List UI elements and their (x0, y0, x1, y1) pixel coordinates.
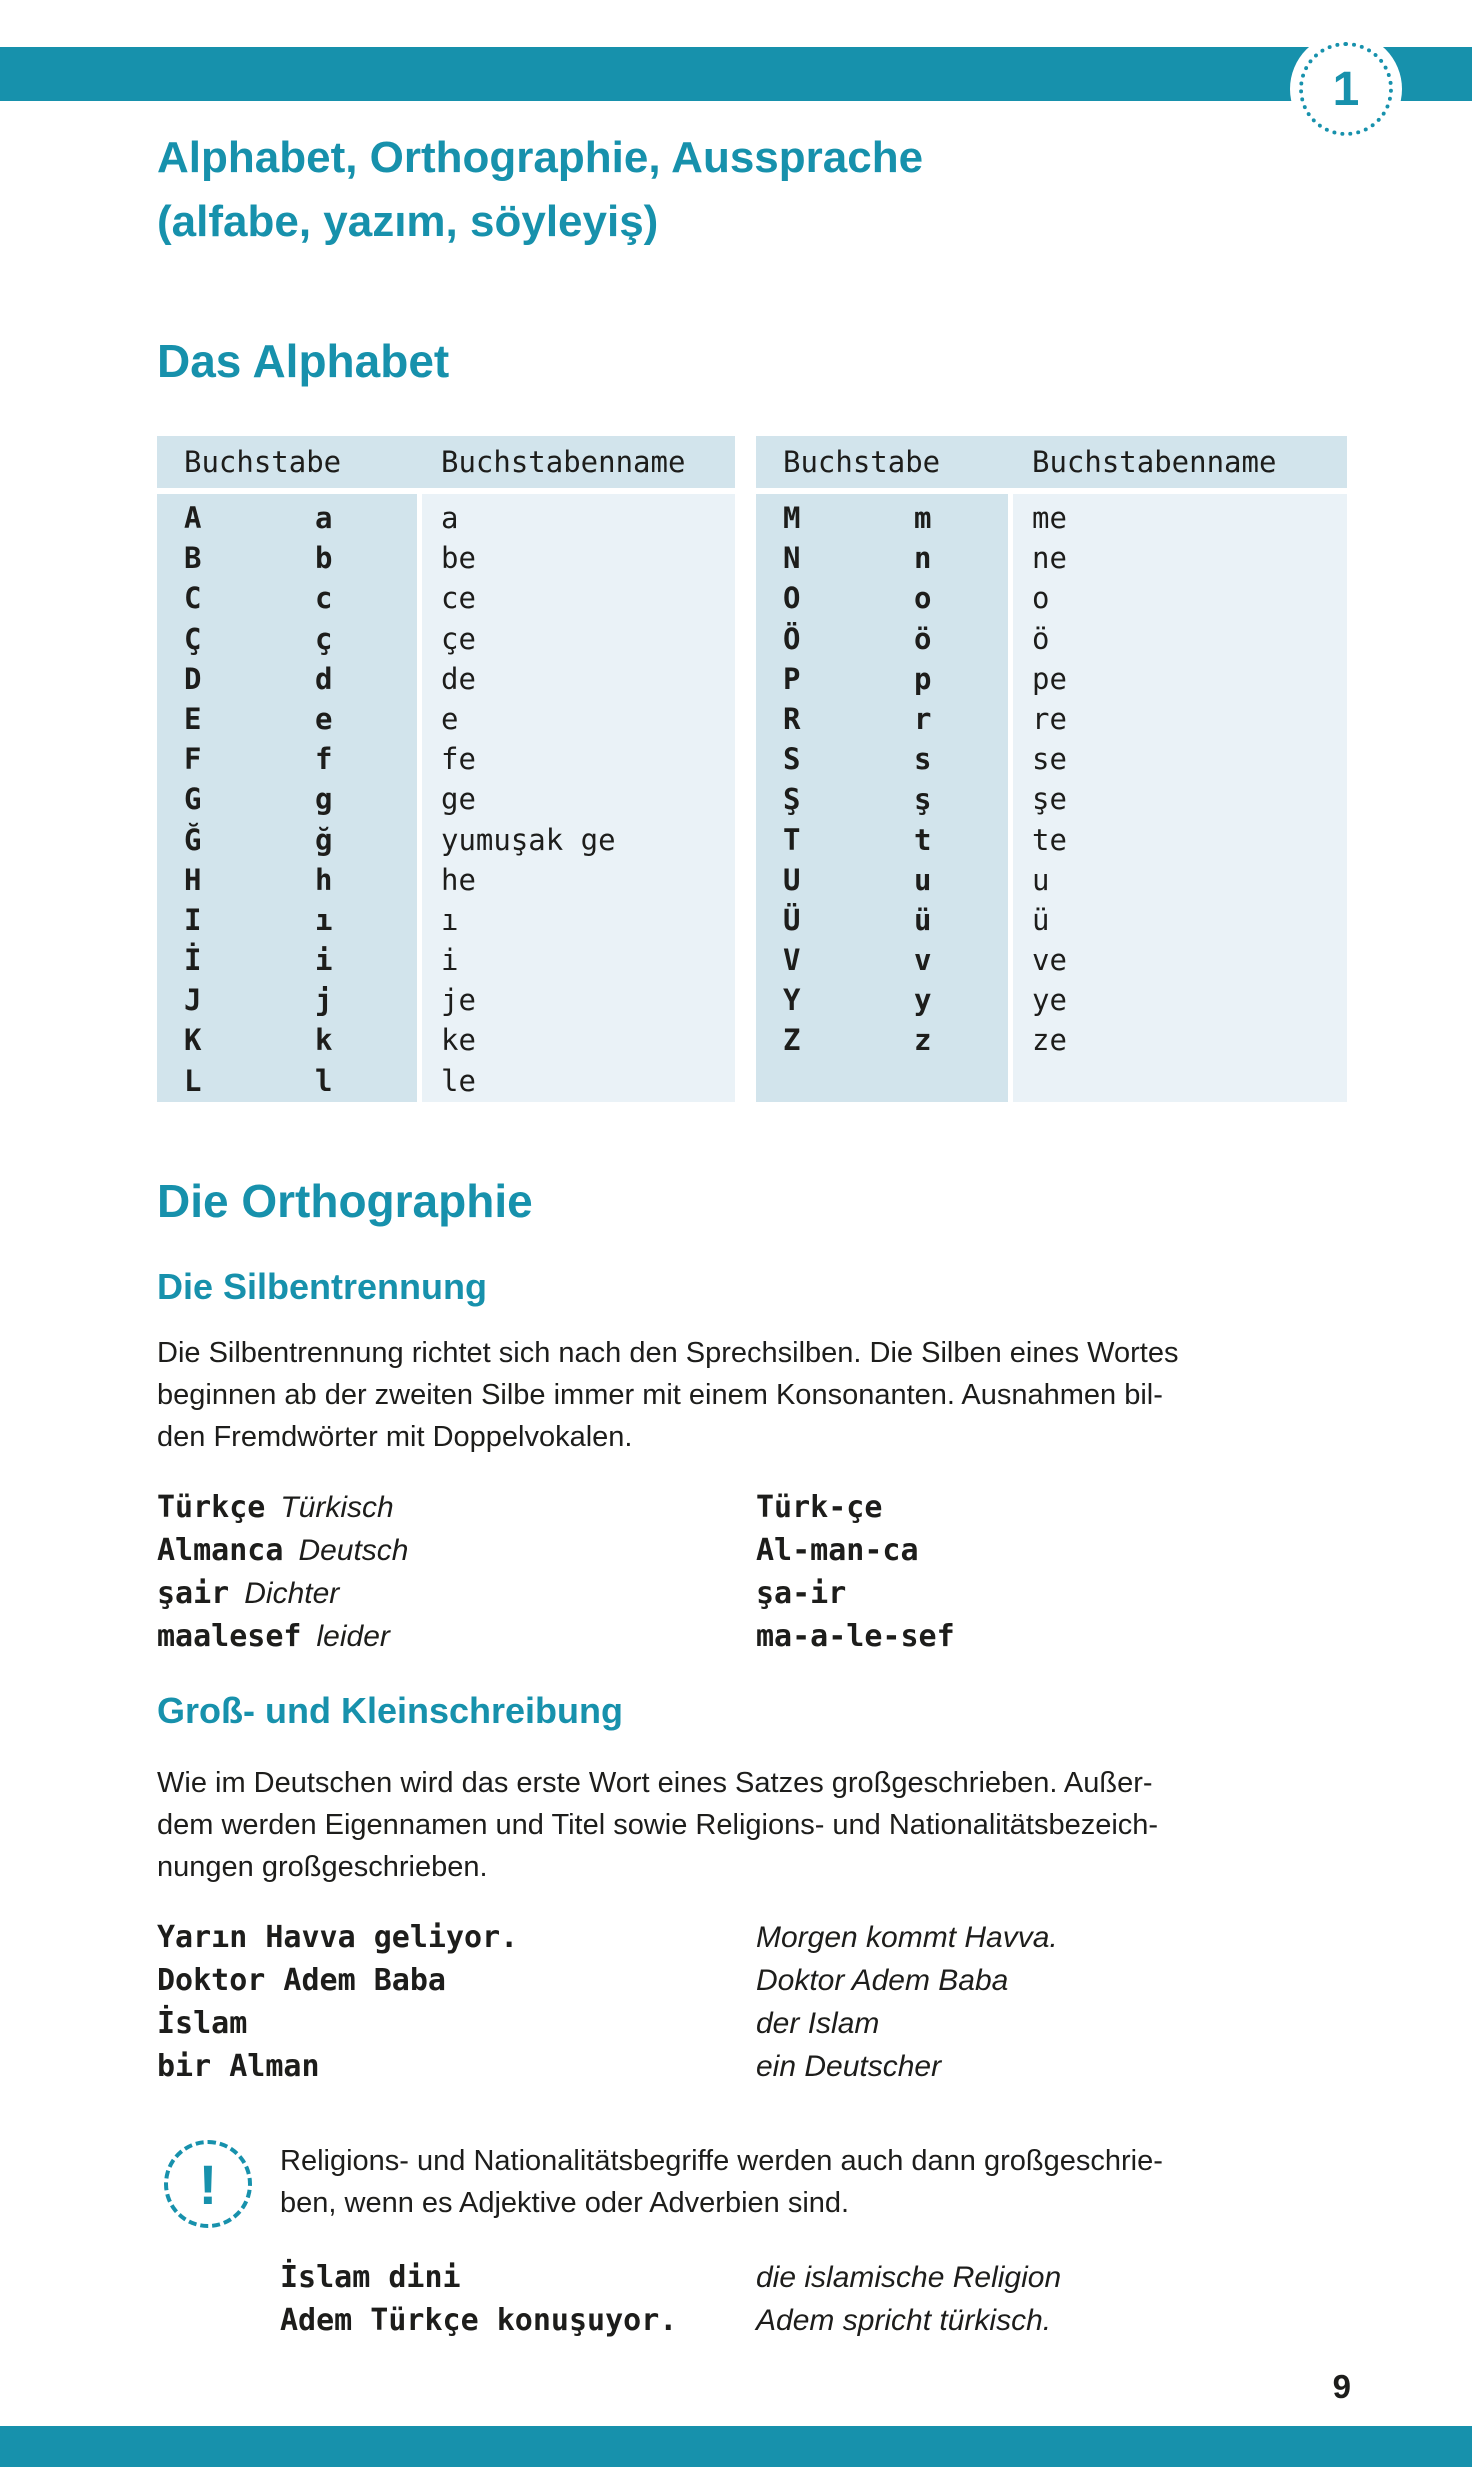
paragraph-gross-kleinschreibung (157, 1762, 1367, 1888)
letter-column-right (756, 494, 1008, 1102)
paragraph-line: Die Silbentrennung richtet sich nach den Sprechsilben. Die Silben eines Wortes (157, 1337, 1179, 1369)
table-row-letters (756, 538, 1008, 578)
uppercase-letter: İ (184, 943, 202, 978)
uppercase-letter: U (783, 862, 801, 897)
lowercase-letter: ğ (315, 822, 333, 857)
letter-name: ne (1032, 541, 1067, 576)
table-row-letters (157, 980, 417, 1020)
example-row (157, 1615, 1367, 1658)
example-row (157, 2002, 1367, 2045)
uppercase-letter: Z (783, 1023, 801, 1058)
german-translation: Adem spricht türkisch. (756, 2304, 1052, 2337)
table-row-letters (756, 900, 1008, 940)
letter-column-left (157, 494, 417, 1102)
chapter-number: 1 (1332, 62, 1360, 116)
uppercase-letter: L (184, 1063, 202, 1098)
german-translation: die islamische Religion (756, 2261, 1062, 2294)
table-row-letters (756, 739, 1008, 779)
table-header-left (157, 436, 735, 488)
note-box (157, 2140, 1372, 2342)
letter-name: re (1032, 701, 1067, 736)
example-source (280, 2299, 756, 2342)
table-row-letters (157, 699, 417, 739)
lowercase-letter: r (914, 701, 932, 736)
note-examples (280, 2256, 1372, 2342)
table-row-letters (756, 860, 1008, 900)
table-row-letters (157, 538, 417, 578)
letter-name: de (441, 661, 476, 696)
example-row (157, 1959, 1367, 2002)
lowercase-letter: n (914, 541, 932, 576)
letter-name: o (1032, 581, 1050, 616)
section-heading-die-orthographie: Die Orthographie (157, 1175, 533, 1227)
example-source (157, 1572, 756, 1615)
table-row-letters (756, 940, 1008, 980)
table-row-letters (157, 619, 417, 659)
column-header-buchstabe-left: Buchstabe (184, 445, 342, 479)
turkish-word: Türkçe (157, 1490, 266, 1525)
note-text (280, 2140, 1372, 2224)
lowercase-letter: h (315, 862, 333, 897)
letter-name: le (441, 1063, 476, 1098)
table-row-letters (157, 860, 417, 900)
german-translation: Türkisch (280, 1491, 394, 1524)
example-source (157, 1486, 756, 1529)
example-translation (756, 2045, 941, 2088)
lowercase-letter: d (315, 661, 333, 696)
table-row-letters (157, 779, 417, 819)
turkish-sentence: Adem Türkçe konuşuyor. (280, 2303, 678, 2338)
german-translation: leider (316, 1620, 390, 1653)
lowercase-letter: u (914, 862, 932, 897)
lowercase-letter: ş (914, 782, 932, 817)
letter-name: se (1032, 742, 1067, 777)
table-row-letters (756, 1020, 1008, 1060)
lowercase-letter: g (315, 782, 333, 817)
alphabet-table-left-half (157, 494, 735, 1102)
letter-name: ı (441, 902, 459, 937)
table-row-letters (157, 739, 417, 779)
bottom-color-band (0, 2426, 1472, 2467)
turkish-word: şair (157, 1576, 230, 1611)
table-row-letters (756, 578, 1008, 618)
paragraph-line: Wie im Deutschen wird das erste Wort eines Satzes großgeschrieben. Außer- (157, 1767, 1153, 1799)
uppercase-letter: M (783, 501, 801, 535)
letter-name: te (1032, 822, 1067, 857)
uppercase-letter: E (184, 701, 202, 736)
examples-gross-kleinschreibung (157, 1916, 1367, 2088)
letter-name: yumuşak ge (441, 822, 616, 857)
sub-heading-silbentrennung: Die Silbentrennung (157, 1266, 488, 1307)
paragraph-line: dem werden Eigennamen und Titel sowie Religions- und Nationalitätsbezeich- (157, 1809, 1159, 1841)
hyphenated-word: Türk-çe (756, 1490, 883, 1525)
example-translation (756, 1916, 1058, 1959)
example-row (157, 1916, 1367, 1959)
uppercase-letter: O (783, 581, 801, 616)
example-source (280, 2256, 756, 2299)
table-row-letters (756, 659, 1008, 699)
page-number: 9 (1332, 2368, 1351, 2405)
example-source (157, 1615, 756, 1658)
uppercase-letter: S (783, 742, 801, 777)
letter-name: pe (1032, 661, 1067, 696)
letter-name: ce (441, 581, 476, 616)
lowercase-letter: c (315, 581, 333, 616)
note-text-line: ben, wenn es Adjektive oder Adverbien sind. (280, 2187, 850, 2219)
turkish-sentence: Yarın Havva geliyor. (157, 1920, 519, 1955)
lowercase-letter: o (914, 581, 932, 616)
letter-name: şe (1032, 782, 1067, 817)
lowercase-letter: b (315, 541, 333, 576)
example-hyphenation (756, 1615, 955, 1658)
example-source (157, 2045, 756, 2088)
uppercase-letter: F (184, 742, 202, 777)
lowercase-letter: m (914, 501, 932, 535)
turkish-sentence: İslam (157, 2006, 248, 2041)
example-source (157, 1959, 756, 2002)
table-row-letters (157, 1020, 417, 1060)
table-row-letters (756, 699, 1008, 739)
letter-name: fe (441, 742, 476, 777)
table-row-letters (756, 779, 1008, 819)
hyphenated-word: ma-a-le-sef (756, 1619, 955, 1654)
letter-name: a (441, 501, 459, 535)
letter-name: ve (1032, 943, 1067, 978)
examples-silbentrennung (157, 1486, 1367, 1658)
uppercase-letter: J (184, 983, 202, 1018)
chapter-number-badge (1299, 42, 1393, 136)
exclamation-glyph: ! (198, 2152, 218, 2216)
uppercase-letter: G (184, 782, 202, 817)
example-source (157, 1916, 756, 1959)
example-source (157, 2002, 756, 2045)
uppercase-letter: I (184, 902, 202, 937)
lowercase-letter: ç (315, 621, 333, 656)
table-row-letters (756, 619, 1008, 659)
german-translation: Morgen kommt Havva. (756, 1921, 1058, 1954)
hyphenated-word: şa-ir (756, 1576, 847, 1611)
uppercase-letter: Y (783, 983, 801, 1018)
uppercase-letter: D (184, 661, 202, 696)
uppercase-letter: P (783, 661, 801, 696)
letter-name: ü (1032, 902, 1050, 937)
uppercase-letter: R (783, 701, 801, 736)
alphabet-table-body (157, 494, 1347, 1102)
example-source (157, 1529, 756, 1572)
example-row (157, 2045, 1367, 2088)
lowercase-letter: p (914, 661, 932, 696)
table-row-letters (157, 940, 417, 980)
alphabet-table (157, 436, 1347, 1102)
lowercase-letter: s (914, 742, 932, 777)
letter-name: ye (1032, 983, 1067, 1018)
table-header-right (756, 436, 1347, 488)
table-row-letters (756, 498, 1008, 538)
lowercase-letter: ü (914, 902, 932, 937)
lowercase-letter: y (914, 983, 932, 1018)
german-translation: Deutsch (298, 1534, 409, 1567)
turkish-word: maalesef (157, 1619, 302, 1654)
letter-name: ö (1032, 621, 1050, 656)
example-hyphenation (756, 1572, 846, 1615)
letter-name: ze (1032, 1023, 1067, 1058)
note-body (280, 2140, 1372, 2342)
table-row-letters (157, 578, 417, 618)
section-heading-das-alphabet: Das Alphabet (157, 335, 450, 387)
lowercase-letter: i (315, 943, 333, 978)
table-row-letters (157, 659, 417, 699)
chapter-title-line1: Alphabet, Orthographie, Aussprache (157, 133, 924, 182)
hyphenated-word: Al-man-ca (756, 1533, 919, 1568)
german-translation: Dichter (244, 1577, 340, 1610)
lowercase-letter: v (914, 943, 932, 978)
lowercase-letter: z (914, 1023, 932, 1058)
chapter-title-line2: (alfabe, yazım, söyleyiş) (157, 197, 659, 246)
letter-name: he (441, 862, 476, 897)
lowercase-letter: j (315, 983, 333, 1018)
column-header-buchstabe-right: Buchstabe (783, 445, 941, 479)
paragraph-line: nungen großgeschrieben. (157, 1851, 488, 1883)
letter-name: i (441, 943, 459, 978)
paragraph-line: beginnen ab der zweiten Silbe immer mit einem Konsonanten. Ausnahmen bil- (157, 1379, 1163, 1411)
table-row-letters (756, 820, 1008, 860)
exclamation-icon (164, 2140, 252, 2228)
note-text-line: Religions- und Nationalitätsbegriffe werden auch dann großgeschrie- (280, 2145, 1163, 2177)
german-translation: Doktor Adem Baba (756, 1964, 1009, 1997)
uppercase-letter: Ğ (184, 822, 202, 857)
example-translation (756, 2256, 1061, 2299)
uppercase-letter: V (783, 943, 801, 978)
lowercase-letter: ı (315, 902, 333, 937)
uppercase-letter: T (783, 822, 801, 857)
example-row (280, 2299, 1372, 2342)
lowercase-letter: t (914, 822, 932, 857)
letter-name: ge (441, 782, 476, 817)
lowercase-letter: ö (914, 621, 932, 656)
uppercase-letter: Ş (783, 782, 801, 817)
german-translation: ein Deutscher (756, 2050, 942, 2083)
letter-name: me (1032, 501, 1067, 535)
letter-name: be (441, 541, 476, 576)
uppercase-letter: Ü (783, 902, 801, 937)
uppercase-letter: H (184, 862, 202, 897)
top-color-band (0, 47, 1472, 101)
lowercase-letter: f (315, 742, 333, 777)
letter-name: u (1032, 862, 1050, 897)
uppercase-letter: C (184, 581, 202, 616)
letter-name: ke (441, 1023, 476, 1058)
uppercase-letter: K (184, 1023, 202, 1058)
uppercase-letter: B (184, 541, 202, 576)
uppercase-letter: Ö (783, 621, 801, 656)
column-header-buchstabenname-right: Buchstabenname (1032, 445, 1277, 479)
table-row-letters (157, 820, 417, 860)
example-translation (756, 2002, 879, 2045)
chapter-title (157, 126, 923, 254)
example-row (157, 1572, 1367, 1615)
uppercase-letter: N (783, 541, 801, 576)
alphabet-table-right-half (756, 494, 1347, 1102)
turkish-sentence: Doktor Adem Baba (157, 1963, 446, 1998)
letter-name: çe (441, 621, 476, 656)
lowercase-letter: a (315, 501, 333, 535)
table-row-letters (157, 1061, 417, 1101)
letter-name: e (441, 701, 459, 736)
example-row (280, 2256, 1372, 2299)
table-row-letters (756, 980, 1008, 1020)
example-translation (756, 2299, 1051, 2342)
name-column-right (1013, 494, 1347, 1102)
column-header-buchstabenname-left: Buchstabenname (441, 445, 686, 479)
turkish-word: Almanca (157, 1533, 284, 1568)
turkish-sentence: İslam dini (280, 2260, 461, 2295)
table-row-letters (157, 498, 417, 538)
paragraph-silbentrennung (157, 1332, 1367, 1458)
lowercase-letter: e (315, 701, 333, 736)
sub-heading-gross-kleinschreibung: Groß- und Kleinschreibung (157, 1690, 623, 1731)
lowercase-letter: k (315, 1023, 333, 1058)
lowercase-letter: l (315, 1063, 333, 1098)
table-row-letters (157, 900, 417, 940)
paragraph-line: den Fremdwörter mit Doppelvokalen. (157, 1421, 633, 1453)
example-row (157, 1529, 1367, 1572)
name-column-left (422, 494, 735, 1102)
example-translation (756, 1959, 1008, 2002)
example-row (157, 1486, 1367, 1529)
example-hyphenation (756, 1529, 919, 1572)
uppercase-letter: A (184, 501, 202, 535)
german-translation: der Islam (756, 2007, 880, 2040)
uppercase-letter: Ç (184, 621, 202, 656)
letter-name: je (441, 983, 476, 1018)
turkish-sentence: bir Alman (157, 2049, 320, 2084)
example-hyphenation (756, 1486, 882, 1529)
alphabet-table-header (157, 436, 1347, 488)
